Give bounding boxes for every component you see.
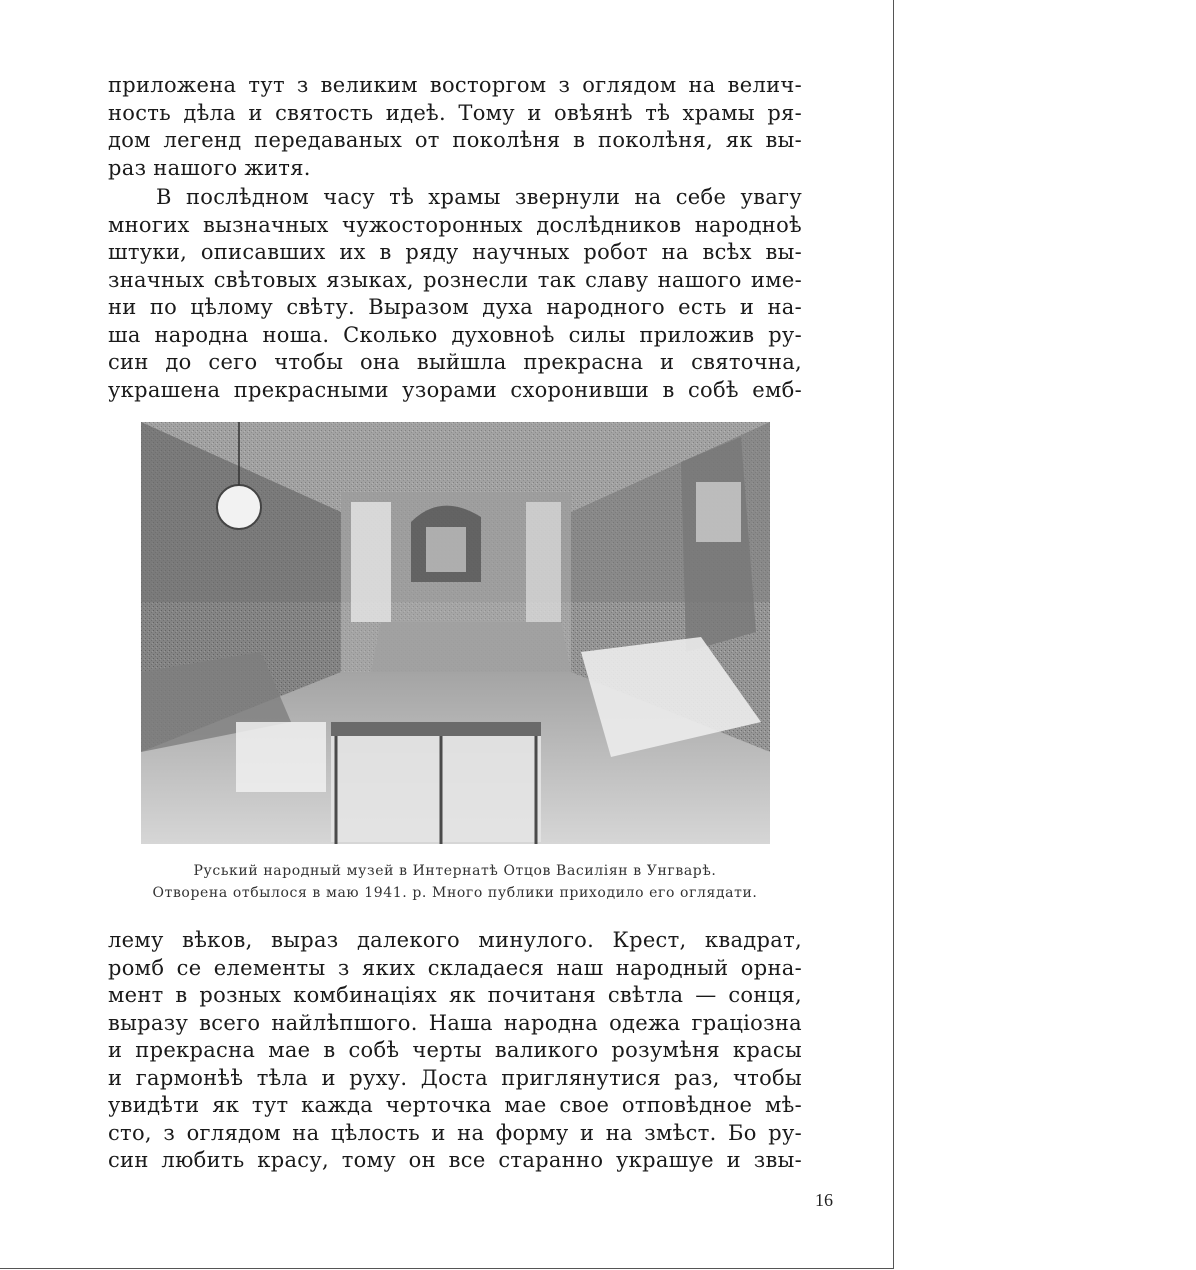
text-line: син любить красу, тому он все старанно украшуе и звы- bbox=[108, 1148, 802, 1172]
text-line: раз нашого житя. bbox=[108, 155, 311, 180]
page-number: 16 bbox=[815, 1190, 833, 1210]
text-line: ность дѣла и святость идеѣ. Тому и овѣянѣ тѣ храмы ря- bbox=[108, 100, 802, 125]
paragraph bbox=[108, 184, 802, 404]
text-line: ромб се елементы з яких складаеся наш народный орна- bbox=[108, 955, 802, 980]
text-line: сто, з оглядом на цѣлость и на форму и на змѣст. Бо ру- bbox=[108, 1120, 802, 1145]
text-line: ни по цѣлому свѣту. Выразом духа народного есть и на- bbox=[108, 295, 802, 319]
text-line: В послѣдном часу тѣ храмы звернули на себе увагу bbox=[156, 185, 802, 209]
text-line: значных свѣтовых языках, рознесли так славу нашого име- bbox=[108, 267, 802, 292]
text-line: ша народна ноша. Сколько духовноѣ силы приложив ру- bbox=[108, 322, 802, 347]
paragraph-continuation bbox=[108, 72, 802, 182]
text-line: украшена прекрасными узорами схоронивши в собѣ емб- bbox=[108, 377, 802, 402]
caption-line: Руський народный музей в Интернатѣ Отцов Василіян в Унгварѣ. bbox=[193, 863, 717, 879]
text-line: многих вызначных чужосторонных дослѣдников народноѣ bbox=[108, 212, 802, 237]
text-line: син до сего чтобы она выйшла прекрасна и святочна, bbox=[108, 350, 802, 374]
text-line: лему вѣков, выраз далекого минулого. Крест, квадрат, bbox=[108, 928, 802, 952]
text-line: увидѣти як тут кажда черточка мае свое отповѣдное мѣ- bbox=[108, 1093, 802, 1117]
caption-line: Отворена отбылося в маю 1941. р. Много публики приходило его оглядати. bbox=[152, 885, 758, 901]
text-line: приложена тут з великим восторгом з оглядом на велич- bbox=[108, 73, 802, 97]
text-line: и прекрасна мае в собѣ черты валикого розумѣня красы bbox=[108, 1038, 802, 1062]
text-line: мент в розных комбинаціях як почитаня свѣтла — сонця, bbox=[108, 983, 802, 1007]
paragraph-continuation bbox=[108, 927, 802, 1175]
text-line: дом легенд передаваных от поколѣня в поколѣня, як вы- bbox=[108, 128, 802, 152]
text-line: выразу всего найлѣпшого. Наша народна одежа граціозна bbox=[108, 1010, 802, 1035]
museum-photograph bbox=[141, 422, 770, 844]
text-line: штуки, описавших их в ряду научных робот на всѣх вы- bbox=[108, 240, 802, 264]
text-line: и гармонѣѣ тѣла и руху. Доста приглянутися раз, чтобы bbox=[108, 1065, 802, 1090]
photo-caption bbox=[108, 860, 802, 904]
